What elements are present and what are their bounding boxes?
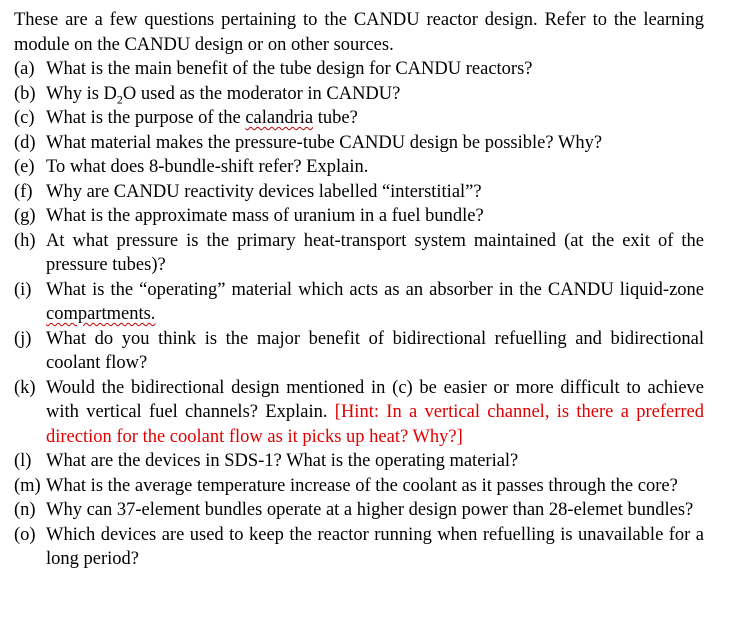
question-label: (o) xyxy=(14,524,36,545)
question-text: At what pressure is the primary heat-transport system maintained (at the exit of the pressure tubes)? xyxy=(46,230,704,275)
question-l xyxy=(14,449,704,474)
question-text: What is the main benefit of the tube design for CANDU reactors? xyxy=(46,59,533,79)
question-i xyxy=(14,278,704,327)
question-text-start: What is the purpose of the xyxy=(46,108,246,128)
question-label: (k) xyxy=(14,377,36,398)
question-text: What do you think is the major benefit of bidirectional refuelling and bidirectional coolant flow? xyxy=(46,328,704,373)
question-o xyxy=(14,523,704,572)
question-text-start: Why is D xyxy=(46,83,117,104)
question-text: What are the devices in SDS-1? What is the operating material? xyxy=(46,451,519,471)
subscript-2: 2 xyxy=(116,92,123,107)
question-label: (g) xyxy=(14,206,36,226)
question-text: What is the approximate mass of uranium in a fuel bundle? xyxy=(46,206,484,226)
question-f xyxy=(14,180,704,205)
question-text: Which devices are used to keep the reactor running when refuelling is unavailable for a long period? xyxy=(46,524,704,569)
question-label: (f) xyxy=(14,181,33,202)
question-g xyxy=(14,204,704,229)
question-k xyxy=(14,376,704,450)
question-label: (d) xyxy=(14,132,36,153)
question-label: (b) xyxy=(14,83,36,104)
question-h xyxy=(14,229,704,278)
question-text: Why are CANDU reactivity devices labelled “interstitial”? xyxy=(46,181,482,202)
question-label: (e) xyxy=(14,157,35,177)
question-e xyxy=(14,155,704,180)
intro-paragraph: These are a few questions pertaining to the CANDU reactor design. Refer to the learning module on the CANDU design or on other sources. xyxy=(14,10,704,55)
hint-text: [Hint: In a vertical channel, is there a preferred direction for the coolant flow as it picks up heat? Why?] xyxy=(46,402,704,447)
question-label: (i) xyxy=(14,279,32,300)
question-text: What material makes the pressure-tube CANDU design be possible? Why? xyxy=(46,132,603,153)
spellcheck-flagged-word[interactable]: calandria xyxy=(245,108,314,128)
question-a xyxy=(14,57,704,82)
question-text-end: O used as the moderator in CANDU? xyxy=(122,83,401,104)
question-label: (l) xyxy=(14,451,32,471)
question-b xyxy=(14,82,704,107)
question-label: (a) xyxy=(14,59,35,79)
question-j xyxy=(14,327,704,376)
spellcheck-flagged-word[interactable]: compartments. xyxy=(46,304,156,324)
question-text-start: Would the bidirectional design mentioned in (c) be easier or more difficult to achieve with vertical fuel channels? Explain. xyxy=(46,377,704,422)
question-text-start: What is the “operating” material which acts as an absorber in the CANDU liquid-zone xyxy=(46,279,704,300)
question-label: (c) xyxy=(14,108,35,128)
question-label: (h) xyxy=(14,230,36,251)
question-n xyxy=(14,498,704,523)
question-label: (j) xyxy=(14,328,32,349)
question-text-end: tube? xyxy=(313,108,358,128)
question-text: To what does 8-bundle-shift refer? Explain. xyxy=(46,157,369,177)
question-d xyxy=(14,131,704,156)
question-text xyxy=(46,278,704,327)
question-text: Why can 37-element bundles operate at a higher design power than 28-elemet bundles? xyxy=(46,500,694,520)
question-c xyxy=(14,106,704,131)
question-text xyxy=(46,82,704,107)
question-text: What is the average temperature increase of the coolant as it passes through the core? xyxy=(46,475,678,496)
question-m xyxy=(14,474,704,499)
question-document xyxy=(14,8,704,572)
question-label: (n) xyxy=(14,500,36,520)
question-text xyxy=(46,106,704,131)
question-text xyxy=(46,376,704,450)
question-label: (m) xyxy=(14,475,41,496)
